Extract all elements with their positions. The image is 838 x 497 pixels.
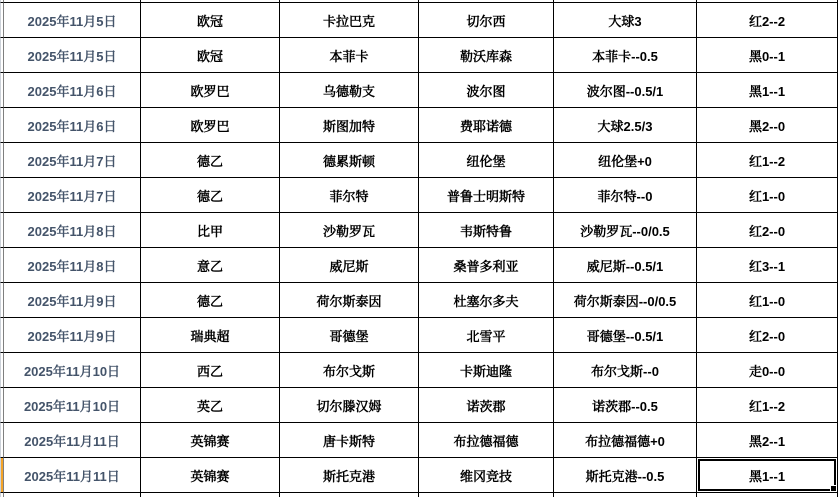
cell-date[interactable]: 2025年11月6日 <box>4 73 141 108</box>
grid-sliver <box>4 493 141 497</box>
cell-result[interactable]: 红3--1 <box>697 248 838 283</box>
cell-handicap[interactable]: 大球2.5/3 <box>554 108 697 143</box>
cell-home-team[interactable]: 哥德堡 <box>280 318 419 353</box>
cell-handicap[interactable]: 菲尔特--0 <box>554 178 697 213</box>
grid-sliver <box>697 493 838 497</box>
cell-handicap[interactable]: 哥德堡--0.5/1 <box>554 318 697 353</box>
cell-result[interactable]: 红2--0 <box>697 213 838 248</box>
cell-league[interactable]: 德乙 <box>141 143 280 178</box>
cell-result[interactable]: 红1--0 <box>697 283 838 318</box>
cell-away-team[interactable]: 桑普多利亚 <box>419 248 554 283</box>
cell-handicap[interactable]: 斯托克港--0.5 <box>554 458 697 493</box>
cell-home-team[interactable]: 德累斯顿 <box>280 143 419 178</box>
cell-result[interactable]: 黑1--1 <box>697 73 838 108</box>
cell-league[interactable]: 英锦赛 <box>141 458 280 493</box>
cell-away-team[interactable]: 布拉德福德 <box>419 423 554 458</box>
cell-away-team[interactable]: 普鲁士明斯特 <box>419 178 554 213</box>
cell-home-team[interactable]: 唐卡斯特 <box>280 423 419 458</box>
cell-date[interactable]: 2025年11月5日 <box>4 3 141 38</box>
cell-date[interactable]: 2025年11月7日 <box>4 143 141 178</box>
cell-date[interactable]: 2025年11月8日 <box>4 213 141 248</box>
cell-away-team[interactable]: 卡斯迪隆 <box>419 353 554 388</box>
cell-result-text: 黑1--1 <box>748 468 786 484</box>
cell-league[interactable]: 欧罗巴 <box>141 73 280 108</box>
cell-result[interactable]: 走0--0 <box>697 353 838 388</box>
cell-handicap[interactable]: 波尔图--0.5/1 <box>554 73 697 108</box>
grid-sliver <box>141 493 280 497</box>
cell-result[interactable]: 红1--0 <box>697 178 838 213</box>
cell-result[interactable]: 黑2--0 <box>697 108 838 143</box>
cell-home-team[interactable]: 乌德勒支 <box>280 73 419 108</box>
cell-league[interactable]: 英乙 <box>141 388 280 423</box>
cell-league[interactable]: 欧冠 <box>141 38 280 73</box>
cell-handicap[interactable]: 纽伦堡+0 <box>554 143 697 178</box>
cell-away-team[interactable]: 诺茨郡 <box>419 388 554 423</box>
cell-away-team[interactable]: 费耶诺德 <box>419 108 554 143</box>
cell-away-team[interactable]: 维冈竞技 <box>419 458 554 493</box>
cell-home-team[interactable]: 本菲卡 <box>280 38 419 73</box>
cell-league[interactable]: 西乙 <box>141 353 280 388</box>
grid-sliver <box>554 493 697 497</box>
cell-result[interactable]: 红1--2 <box>697 388 838 423</box>
cell-result[interactable]: 红2--2 <box>697 3 838 38</box>
cell-date[interactable]: 2025年11月10日 <box>4 353 141 388</box>
cell-home-team[interactable]: 切尔滕汉姆 <box>280 388 419 423</box>
cell-away-team[interactable]: 杜塞尔多夫 <box>419 283 554 318</box>
cell-away-team[interactable]: 切尔西 <box>419 3 554 38</box>
cell-away-team[interactable]: 北雪平 <box>419 318 554 353</box>
cell-date[interactable]: 2025年11月5日 <box>4 38 141 73</box>
cell-date[interactable]: 2025年11月9日 <box>4 318 141 353</box>
cell-handicap[interactable]: 布尔戈斯--0 <box>554 353 697 388</box>
cell-date[interactable]: 2025年11月7日 <box>4 178 141 213</box>
fill-handle[interactable] <box>830 485 837 492</box>
cell-handicap[interactable]: 沙勒罗瓦--0/0.5 <box>554 213 697 248</box>
cell-date[interactable]: 2025年11月11日 <box>4 458 141 493</box>
cell-away-team[interactable]: 韦斯特鲁 <box>419 213 554 248</box>
cell-home-team[interactable]: 斯托克港 <box>280 458 419 493</box>
grid-sliver <box>419 493 554 497</box>
cell-home-team[interactable]: 荷尔斯泰因 <box>280 283 419 318</box>
cell-league[interactable]: 德乙 <box>141 178 280 213</box>
cell-league[interactable]: 德乙 <box>141 283 280 318</box>
cell-result[interactable]: 红2--0 <box>697 318 838 353</box>
cell-league[interactable]: 欧冠 <box>141 3 280 38</box>
cell-home-team[interactable]: 沙勒罗瓦 <box>280 213 419 248</box>
cell-handicap[interactable]: 荷尔斯泰因--0/0.5 <box>554 283 697 318</box>
grid-sliver <box>280 493 419 497</box>
cell-home-team[interactable]: 布尔戈斯 <box>280 353 419 388</box>
cell-handicap[interactable]: 诺茨郡--0.5 <box>554 388 697 423</box>
cell-home-team[interactable]: 菲尔特 <box>280 178 419 213</box>
cell-date[interactable]: 2025年11月6日 <box>4 108 141 143</box>
cell-result[interactable]: 黑2--1 <box>697 423 838 458</box>
cell-handicap[interactable]: 威尼斯--0.5/1 <box>554 248 697 283</box>
cell-date[interactable]: 2025年11月8日 <box>4 248 141 283</box>
cell-date[interactable]: 2025年11月9日 <box>4 283 141 318</box>
cell-handicap[interactable]: 大球3 <box>554 3 697 38</box>
cell-date[interactable]: 2025年11月10日 <box>4 388 141 423</box>
cell-result-selected[interactable] <box>697 458 838 493</box>
cell-result[interactable]: 红1--2 <box>697 143 838 178</box>
cell-away-team[interactable]: 波尔图 <box>419 73 554 108</box>
cell-home-team[interactable]: 卡拉巴克 <box>280 3 419 38</box>
cell-away-team[interactable]: 勒沃库森 <box>419 38 554 73</box>
cell-away-team[interactable]: 纽伦堡 <box>419 143 554 178</box>
cell-handicap[interactable]: 本菲卡--0.5 <box>554 38 697 73</box>
cell-date[interactable]: 2025年11月11日 <box>4 423 141 458</box>
cell-league[interactable]: 欧罗巴 <box>141 108 280 143</box>
cell-home-team[interactable]: 威尼斯 <box>280 248 419 283</box>
cell-result[interactable]: 黑0--1 <box>697 38 838 73</box>
cell-home-team[interactable]: 斯图加特 <box>280 108 419 143</box>
cell-league[interactable]: 英锦赛 <box>141 423 280 458</box>
cell-league[interactable]: 意乙 <box>141 248 280 283</box>
cell-handicap[interactable]: 布拉德福德+0 <box>554 423 697 458</box>
cell-league[interactable]: 瑞典超 <box>141 318 280 353</box>
cell-league[interactable]: 比甲 <box>141 213 280 248</box>
